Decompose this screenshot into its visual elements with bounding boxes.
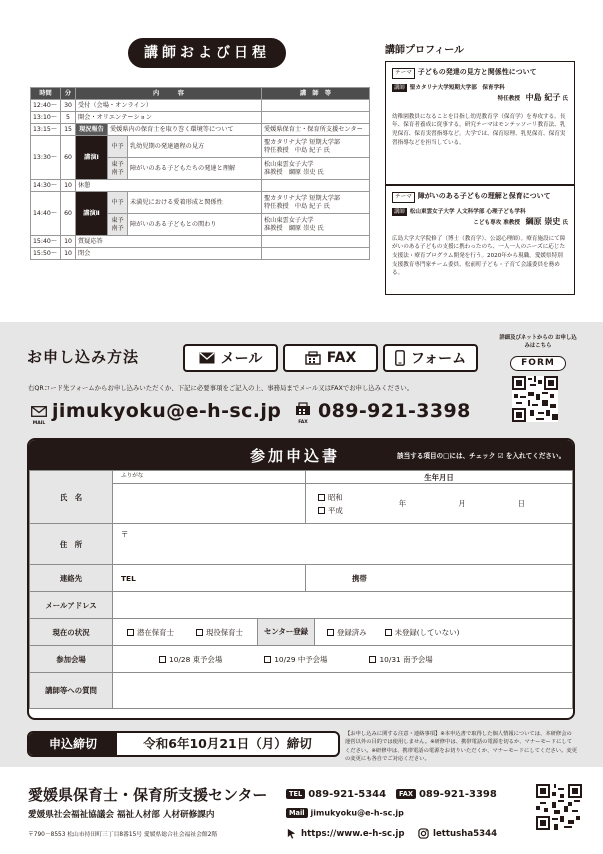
- unregistered-option[interactable]: 未登録(していない): [385, 627, 460, 638]
- mouse-pointer-icon: [286, 828, 297, 839]
- status-label: 現在の状況: [30, 619, 113, 646]
- question-field[interactable]: [113, 673, 573, 709]
- lecturer-tag: 講師: [394, 84, 405, 91]
- email-label: メールアドレス: [30, 592, 113, 619]
- form-title: 参加申込書: [250, 447, 341, 465]
- status-active-option[interactable]: 現役保育士: [196, 627, 243, 638]
- theme-tag: テーマ: [392, 192, 415, 203]
- organization-name: 愛媛県保育士・保育所支援センター: [28, 786, 268, 804]
- address-field[interactable]: 〒: [113, 524, 573, 565]
- table-row: 15:40～ 10 質疑応答: [31, 236, 370, 248]
- profile-title: 講師プロフィール: [385, 45, 464, 56]
- lecture2-tag: 講演Ⅱ: [76, 192, 108, 236]
- fax-icon-block: FAX: [291, 401, 315, 425]
- table-row: 13:15～ 15 現況報告 愛媛県内の保育士を取り巻く環境等について 愛媛県保育士・保育所支援センター: [31, 124, 370, 136]
- fax-icon: [305, 351, 321, 365]
- deadline-label: 申込締切: [29, 733, 117, 755]
- venue-nanyo-option[interactable]: 10/31 南予会場: [369, 654, 432, 665]
- lecturer-tag: 講師: [394, 208, 405, 215]
- mail-method-button[interactable]: メール: [183, 344, 278, 372]
- footer-tel: TEL 089-921-5344: [286, 789, 386, 800]
- organization-address: 〒790－8553 松山市持田町三丁目8番15号 愛媛県総合社会福祉会館2階: [28, 832, 218, 838]
- apply-heading: お申し込み方法: [27, 348, 140, 366]
- col-content-header: 内 容: [76, 88, 262, 100]
- furigana-field[interactable]: ふりがな: [113, 471, 306, 484]
- schedule-table: [30, 87, 370, 260]
- name-label: 氏 名: [30, 471, 113, 524]
- lecturer-bio: 幼稚園教員になることを目指し幼児教育学（保育学）を専攻する。長年、保育者養成に従事する。研究テーマはモンテッソーリ教育法、乳児保育、保育実習指導など。大学では、保育原理、乳児保育、保育実習指導などを担当している。: [392, 113, 566, 146]
- fax-method-button[interactable]: FAX: [283, 344, 378, 372]
- notice-text: 【お申し込みに関する注意・連絡事項】※本申込書で取得した個人情報については、本研修会の運営以外の目的では使用しません。※研修中は、携帯電話の電源を切るか、マナーモードにしてください。※研修中は、携帯電話の電源をお切りいただくか、マナーモードにしてください。変更の変更にも各自でご対応ください。: [345, 731, 577, 763]
- schedule-header-row: [31, 88, 370, 100]
- mail-icon-block: MAIL: [29, 402, 49, 426]
- birthdate-field[interactable]: 昭和 平成 年 月 日: [306, 484, 573, 524]
- profile-card-2: テーマ 障がいのある子どもの理解と保育について 講師 松山東雲女子大学 人文科学部 心理子ども学科 こども専攻 准教授 綱原 崇史 氏 広島大学大学院修了（博士（教育学）、公認心理師）。療育施設にて障がいのある子どもの支援に携わったのち、一人一人のニーズに応じた支援法・療育プログラム開発を行う。2020年から現職。愛媛県特別支援教育専門家チーム委員、松前町子ども・子育て会議委員を務める。: [385, 185, 575, 295]
- mobile-field[interactable]: 携帯: [306, 565, 573, 592]
- form-qr-code[interactable]: [512, 376, 558, 422]
- qr-note: 詳細及びネットからの お申し込みはこちら: [499, 335, 577, 350]
- col-time-header: 時間: [31, 88, 61, 100]
- deadline-value: 令和6年10月21日（月）締切: [143, 736, 312, 751]
- center-registration-label: センター登録: [257, 619, 315, 645]
- qr-code-icon: [536, 784, 582, 830]
- lecturer-name: 中島 紀子: [525, 93, 561, 103]
- footer-mail[interactable]: Mail jimukyoku@e-h-sc.jp: [286, 808, 404, 818]
- form-note: 該当する項目の□には、チェック ☑ を入れてください。: [397, 452, 566, 460]
- venue-chuyo-option[interactable]: 10/29 中予会場: [264, 654, 327, 665]
- instagram-icon: [418, 828, 429, 839]
- table-row: 14:30～ 10 休憩: [31, 180, 370, 192]
- form-label: FORM: [510, 356, 566, 371]
- smartphone-icon: [395, 350, 405, 366]
- schedule-title: 講師および日程: [128, 38, 286, 68]
- table-row: 13:30～ 60 講演Ⅰ 中予 乳幼児期の発達過程の見方 聖カタリナ大学 短期大学部 特任教授 中島 紀子 氏: [31, 136, 370, 158]
- theme-tag: テーマ: [392, 68, 415, 79]
- footer-instagram[interactable]: lettusha5344: [418, 828, 497, 839]
- form-table: [29, 470, 573, 709]
- lecture1-tag: 講演Ⅰ: [76, 136, 108, 180]
- lecturer-bio: 広島大学大学院修了（博士（教育学）、公認心理師）。療育施設にて障がいのある子どもの支援に携わったのち、一人一人のニーズに応じた支援法・療育プログラム開発を行う。2020年から現職。愛媛県特別支援教育専門家チーム委員、松前町子ども・子育て会議委員を務める。: [392, 235, 566, 277]
- table-row: 12:40～ 30 受付（会場・オンライン）: [31, 100, 370, 112]
- form-method-button[interactable]: フォーム: [383, 344, 478, 372]
- organization-sub: 愛媛県社会福祉協議会 福祉人材部 人材研修課内: [28, 810, 215, 820]
- venue-label: 参加会場: [30, 646, 113, 673]
- qr-code-icon: [512, 376, 558, 422]
- tel-field[interactable]: TEL: [113, 565, 306, 592]
- venue-toyo-option[interactable]: 10/28 東予会場: [159, 654, 222, 665]
- col-min-header: 分: [61, 88, 76, 100]
- application-form: [27, 438, 575, 720]
- question-label: 講師等への質問: [30, 673, 113, 709]
- table-row: 東予 南予 障がいのある子どもとの関わり 松山東雲女子大学 准教授 綱原 崇史 氏: [31, 214, 370, 236]
- fax-icon: [294, 402, 312, 416]
- email-field[interactable]: [113, 592, 573, 619]
- lecturer-name: 綱原 崇史: [525, 217, 561, 227]
- era-heisei-checkbox[interactable]: [318, 507, 325, 514]
- birth-label: 生年月日: [306, 471, 573, 484]
- envelope-icon: [31, 406, 47, 417]
- contact-fax: 089-921-3398: [318, 400, 471, 422]
- table-row: 東予 南予 障がいのある子どもたちの発達と理解 松山東雲女子大学 准教授 綱原 崇史 氏: [31, 158, 370, 180]
- table-row: 13:10～ 5 開会・オリエンテーション: [31, 112, 370, 124]
- status-latent-option[interactable]: 潜在保育士: [127, 627, 174, 638]
- table-row: 15:50～ 10 閉会: [31, 248, 370, 260]
- deadline-box: [27, 731, 340, 757]
- apply-instruction: 右QRコード先フォームからお申し込みいただくか、下記に必要事項をご記入の上、事務局までメール又はFAXでお申し込みください。: [28, 384, 414, 392]
- contact-email[interactable]: jimukyoku@e-h-sc.jp: [52, 400, 282, 422]
- col-lecturer-header: 講 師 等: [262, 88, 370, 100]
- registered-option[interactable]: 登録済み: [327, 627, 367, 638]
- era-showa-checkbox[interactable]: [318, 494, 325, 501]
- theme-title: 障がいのある子どもの理解と保育について: [417, 192, 551, 200]
- footer-fax: FAX 089-921-3398: [396, 789, 497, 800]
- table-row: 14:40～ 60 講演Ⅱ 中予 未満児における愛着形成と関係性 聖カタリナ大学 短期大学部 特任教授 中島 紀子 氏: [31, 192, 370, 214]
- footer-web[interactable]: https://www.e-h-sc.jp: [286, 828, 405, 839]
- theme-title: 子どもの発達の見方と関係性について: [417, 68, 537, 76]
- address-label: 住 所: [30, 524, 113, 565]
- contact-label: 連絡先: [30, 565, 113, 592]
- form-header: [29, 440, 573, 470]
- envelope-icon: [199, 352, 215, 364]
- footer-qr-code[interactable]: [536, 784, 582, 830]
- name-field[interactable]: [113, 484, 306, 524]
- profile-card-1: テーマ 子どもの発達の見方と関係性について 講師 聖カタリナ大学短期大学部 保育学科 特任教授 中島 紀子 氏 幼稚園教員になることを目指し幼児教育学（保育学）を専攻する。長年、保育者養成に従事する。研究テーマはモンテッソーリ教育法、乳児保育、保育実習指導など。大学では、保育原理、乳児保育、保育実習指導などを担当している。: [385, 61, 575, 185]
- report-tag: 現況報告: [76, 124, 108, 136]
